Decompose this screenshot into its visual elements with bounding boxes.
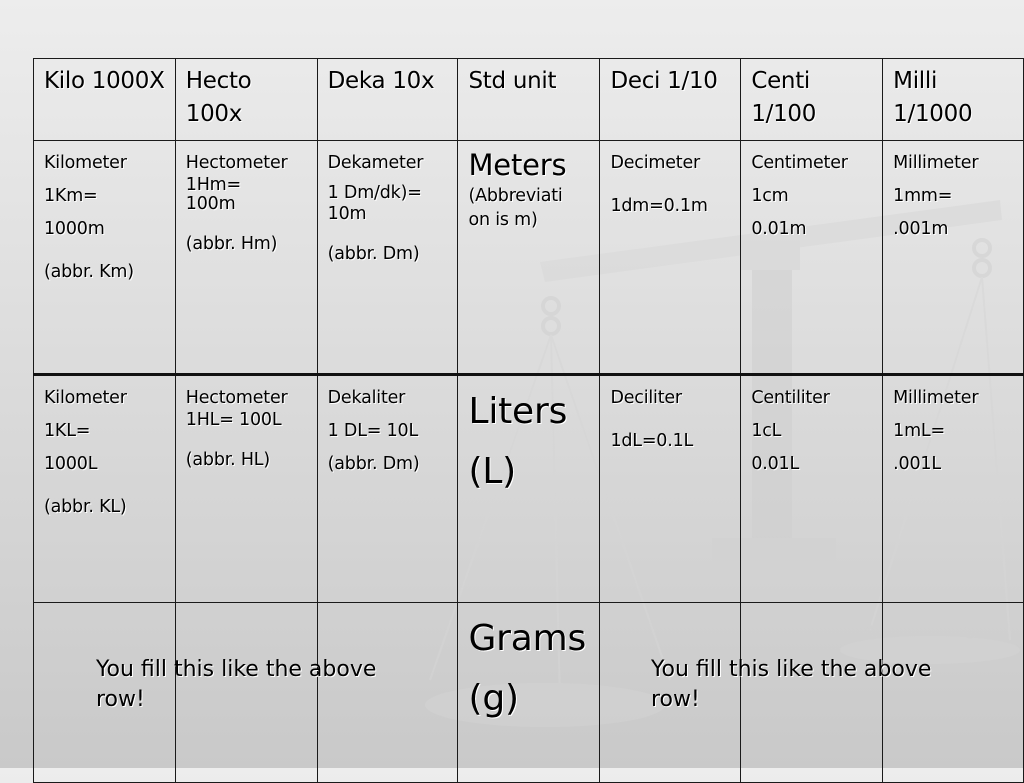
cell-line: Hectometer <box>185 388 288 408</box>
cell-line: 1dm=0.1m <box>610 196 708 216</box>
cell-line: (abbr. Dm) <box>327 244 420 264</box>
fill-note-right <box>651 655 931 715</box>
liters-deci-cell <box>600 375 741 603</box>
grams-title: Grams <box>468 618 587 659</box>
meters-hecto-cell <box>175 141 317 375</box>
cell-line: 10m <box>327 204 367 224</box>
fill-note-left-line2: row! <box>96 687 145 712</box>
liters-centi-cell <box>741 375 883 603</box>
liters-milli-cell <box>883 375 1024 603</box>
cell-line: 1KL= <box>44 421 91 441</box>
cell-line: Kilometer <box>44 388 127 408</box>
cell-line: 1000m <box>44 219 105 239</box>
cell-line: Deciliter <box>610 388 682 408</box>
header-std-unit: Std unit <box>458 59 600 141</box>
meters-centi-cell <box>741 141 883 375</box>
cell-line: 1cL <box>751 421 782 441</box>
fill-note-right-line2: row! <box>651 687 700 712</box>
cell-line: 1HL= 100L <box>185 410 282 430</box>
fill-note-left-line1: You fill this like the above <box>96 657 377 682</box>
cell-line: Dekaliter <box>327 388 406 408</box>
cell-line: .001L <box>893 454 941 474</box>
cell-line: (abbr. Km) <box>44 262 134 282</box>
header-row <box>34 59 1024 141</box>
cell-line: 1000L <box>44 454 98 474</box>
cell-line: (abbr. KL) <box>44 497 127 517</box>
cell-line: Dekameter <box>327 153 424 173</box>
meters-std-cell <box>458 141 600 375</box>
cell-line: Kilometer <box>44 153 127 173</box>
cell-line: (abbr. Dm) <box>327 454 420 474</box>
meters-title: Meters <box>468 148 567 182</box>
header-deci: Deci 1/10 <box>600 59 741 141</box>
fill-note-left <box>96 655 376 715</box>
cell-line: 0.01L <box>751 454 800 474</box>
cell-line: Millimeter <box>893 153 979 173</box>
cell-line: Decimeter <box>610 153 701 173</box>
cell-line: 1 DL= 10L <box>327 421 419 441</box>
meters-kilo-cell <box>34 141 176 375</box>
cell-line: 1mL= <box>893 421 945 441</box>
liters-hecto-cell <box>175 375 317 603</box>
cell-line: 1mm= <box>893 186 953 206</box>
header-deka: Deka 10x <box>317 59 458 141</box>
meters-deci-cell <box>600 141 741 375</box>
header-kilo: Kilo 1000X <box>34 59 176 141</box>
cell-line: 1dL=0.1L <box>610 431 694 451</box>
liters-kilo-cell <box>34 375 176 603</box>
header-hecto: Hecto 100x <box>175 59 317 141</box>
cell-line: 1Hm= <box>185 175 241 195</box>
header-milli: Milli 1/1000 <box>883 59 1024 141</box>
liters-abbr: (L) <box>468 451 517 492</box>
cell-line: 1 Dm/dk)= <box>327 183 422 203</box>
fill-note-right-line1: You fill this like the above <box>651 657 932 682</box>
cell-line: 0.01m <box>751 219 807 239</box>
meters-row <box>34 141 1024 375</box>
meters-deka-cell <box>317 141 458 375</box>
liters-title: Liters <box>468 391 568 432</box>
liters-std-cell <box>458 375 600 603</box>
cell-line: 1cm <box>751 186 789 206</box>
grams-abbr: (g) <box>468 678 519 719</box>
meters-milli-cell <box>883 141 1024 375</box>
cell-line: (abbr. Hm) <box>185 234 278 254</box>
cell-line: on is m) <box>468 210 538 230</box>
cell-line: (abbr. HL) <box>185 450 270 470</box>
cell-line: Centimeter <box>751 153 848 173</box>
cell-line: (Abbreviati <box>468 186 563 206</box>
cell-line: Hectometer <box>185 153 288 173</box>
liters-row <box>34 375 1024 603</box>
cell-line: Millimeter <box>893 388 979 408</box>
cell-line: Centiliter <box>751 388 830 408</box>
grams-std-cell <box>458 603 600 783</box>
cell-line: .001m <box>893 219 949 239</box>
liters-deka-cell <box>317 375 458 603</box>
header-centi: Centi 1/100 <box>741 59 883 141</box>
cell-line: 1Km= <box>44 186 98 206</box>
cell-line: 100m <box>185 194 236 214</box>
